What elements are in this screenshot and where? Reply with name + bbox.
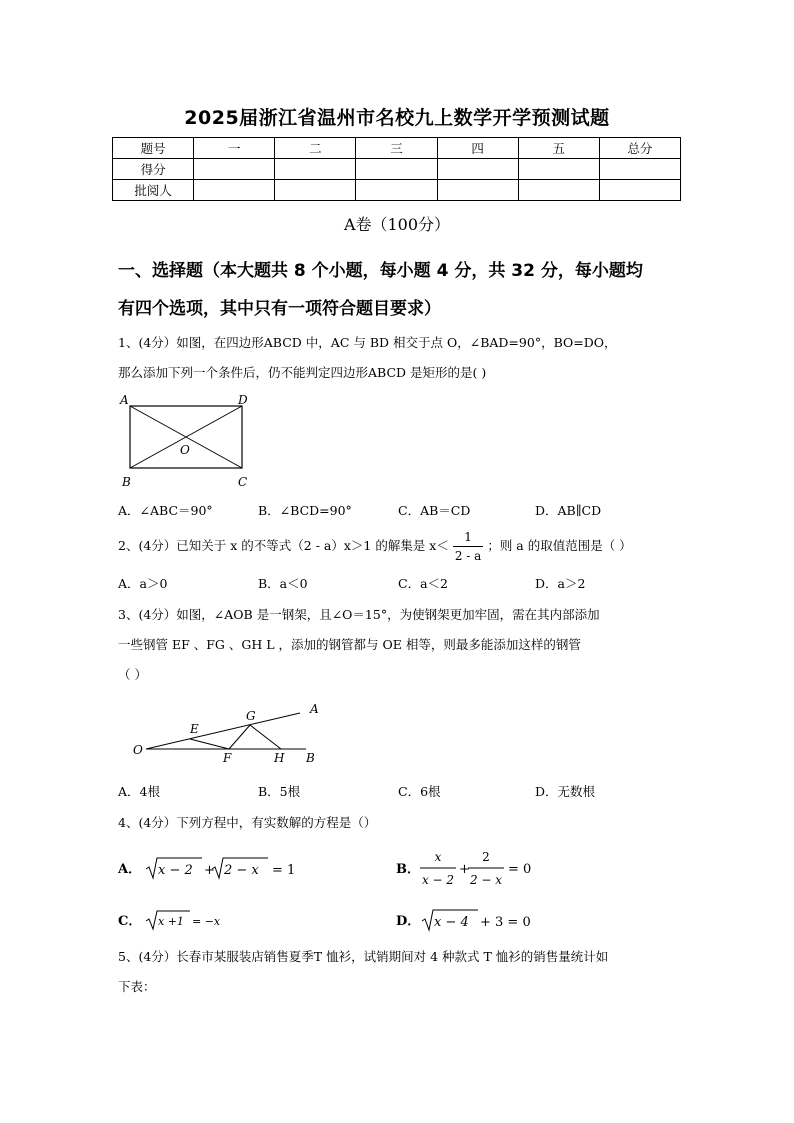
question-3-line1: 3、(4分）如图，∠AOB 是一钢架，且∠O＝15°，为使钢架更加牢固，需在其内部添加 bbox=[118, 607, 600, 622]
question-2 bbox=[118, 528, 688, 565]
q3-option-c: C．6根 bbox=[398, 784, 441, 799]
figure-label-o: O bbox=[133, 743, 143, 757]
plus-sign: + bbox=[459, 862, 470, 877]
q4-option-a bbox=[118, 850, 318, 888]
figure-label-g: G bbox=[246, 709, 256, 723]
figure-label-h: H bbox=[274, 751, 285, 765]
equation-rhs: = 0 bbox=[508, 862, 532, 877]
score-table-header-row bbox=[113, 138, 681, 159]
rectangle-figure bbox=[112, 390, 262, 490]
score-table-cell bbox=[518, 180, 599, 201]
q1-option-c: C．AB＝CD bbox=[398, 503, 471, 518]
section-heading-line2: 有四个选项，其中只有一项符合题目要求） bbox=[118, 299, 441, 319]
fraction-numerator: 1 bbox=[453, 528, 483, 547]
option-label: D． bbox=[396, 914, 421, 929]
q3-option-a: A．4根 bbox=[118, 784, 160, 799]
score-table-cell: 得分 bbox=[113, 159, 194, 180]
score-table-cell bbox=[437, 180, 518, 201]
fraction bbox=[453, 528, 483, 565]
score-table-cell: 批阅人 bbox=[113, 180, 194, 201]
score-table-cell bbox=[437, 159, 518, 180]
option-label: A． bbox=[118, 862, 142, 877]
score-table-cell bbox=[275, 159, 356, 180]
figure-label-a: A bbox=[120, 393, 129, 407]
score-table-cell: 二 bbox=[275, 138, 356, 159]
plus-sign: + bbox=[204, 863, 215, 878]
radicand: x − 4 bbox=[434, 915, 469, 930]
figure-label-b: B bbox=[306, 751, 315, 765]
score-table-cell bbox=[599, 159, 680, 180]
score-table-cell: 五 bbox=[518, 138, 599, 159]
figure-label-o: O bbox=[180, 443, 190, 457]
figure-label-f: F bbox=[223, 751, 232, 765]
fraction-denominator: 2 − x bbox=[469, 873, 503, 887]
q1-option-a: A．∠ABC＝90° bbox=[118, 503, 213, 518]
score-table-cell bbox=[599, 180, 680, 201]
radicand: x +1 bbox=[158, 915, 184, 928]
radicand: 2 − x bbox=[224, 863, 259, 878]
fraction-numerator: 2 bbox=[482, 850, 490, 864]
q4-option-c bbox=[118, 906, 318, 936]
question-3-line2: 一些钢管 EF 、FG 、GH L ，添加的钢管都与 OE 相等，则最多能添加这样的钢管 bbox=[118, 637, 581, 652]
q1-option-b: B．∠BCD=90° bbox=[258, 503, 352, 518]
score-table-cell: 四 bbox=[437, 138, 518, 159]
score-table-cell bbox=[356, 159, 437, 180]
question-5-line2: 下表： bbox=[118, 979, 156, 994]
question-1-line1: 1、(4分）如图，在四边形ABCD 中，AC 与 BD 相交于点 O，∠BAD=90°，BO=DO， bbox=[118, 335, 617, 350]
score-table-row bbox=[113, 159, 681, 180]
equation-rhs: = 1 bbox=[272, 863, 296, 878]
angle-figure bbox=[128, 696, 328, 770]
score-table-cell bbox=[275, 180, 356, 201]
figure-label-b: B bbox=[122, 475, 131, 489]
score-table-cell bbox=[518, 159, 599, 180]
q2-option-d: D．a＞2 bbox=[535, 576, 586, 591]
score-table-row bbox=[113, 180, 681, 201]
section-heading-line1: 一、选择题（本大题共 8 个小题，每小题 4 分，共 32 分，每小题均 bbox=[118, 261, 643, 281]
q4-option-d bbox=[396, 906, 596, 936]
score-table-cell: 一 bbox=[194, 138, 275, 159]
q2-option-a: A．a＞0 bbox=[118, 576, 168, 591]
fraction-denominator: 2 - a bbox=[454, 549, 482, 563]
figure-label-c: C bbox=[238, 475, 248, 489]
q2-option-b: B．a＜0 bbox=[258, 576, 308, 591]
option-label: B． bbox=[396, 862, 420, 877]
q3-option-d: D．无数根 bbox=[535, 784, 596, 799]
score-table-cell bbox=[194, 159, 275, 180]
radicand: x − 2 bbox=[158, 863, 193, 878]
score-table-cell bbox=[194, 180, 275, 201]
equation-rhs: = −x bbox=[192, 915, 221, 928]
figure-label-a: A bbox=[310, 702, 319, 716]
score-table bbox=[112, 137, 681, 201]
figure-label-d: D bbox=[238, 393, 248, 407]
q2-option-c: C．a＜2 bbox=[398, 576, 448, 591]
score-table-cell bbox=[356, 180, 437, 201]
question-3-line3: （ ） bbox=[118, 667, 147, 682]
q3-option-b: B．5根 bbox=[258, 784, 301, 799]
fraction-denominator: x − 2 bbox=[421, 873, 455, 887]
score-table-cell: 总分 bbox=[599, 138, 680, 159]
fraction-numerator: x bbox=[434, 850, 442, 864]
q1-option-d: D．AB∥CD bbox=[535, 503, 602, 518]
score-table-cell: 三 bbox=[356, 138, 437, 159]
q4-option-b bbox=[396, 842, 576, 894]
question-1-line2: 那么添加下列一个条件后，仍不能判定四边形ABCD 是矩形的是( ) bbox=[118, 365, 487, 380]
score-table-cell: 题号 bbox=[113, 138, 194, 159]
question-2-prefix: 2、(4分）已知关于 x 的不等式（2 - a）x＞1 的解集是 x＜ bbox=[118, 538, 449, 553]
option-label: C． bbox=[118, 914, 142, 929]
question-5-line1: 5、(4分）长春市某服装店销售夏季T 恤衫，试销期间对 4 种款式 T 恤衫的销售量统计如 bbox=[118, 949, 609, 964]
equation-rhs: + 3 = 0 bbox=[480, 915, 531, 930]
volume-heading: A卷（100分） bbox=[343, 215, 451, 234]
question-2-suffix: ；则 a 的取值范围是（ ） bbox=[487, 538, 632, 553]
page-title: 2025届浙江省温州市名校九上数学开学预测试题 bbox=[184, 107, 610, 129]
question-4-stem: 4、(4分）下列方程中，有实数解的方程是（） bbox=[118, 815, 377, 830]
figure-label-e: E bbox=[190, 722, 199, 736]
